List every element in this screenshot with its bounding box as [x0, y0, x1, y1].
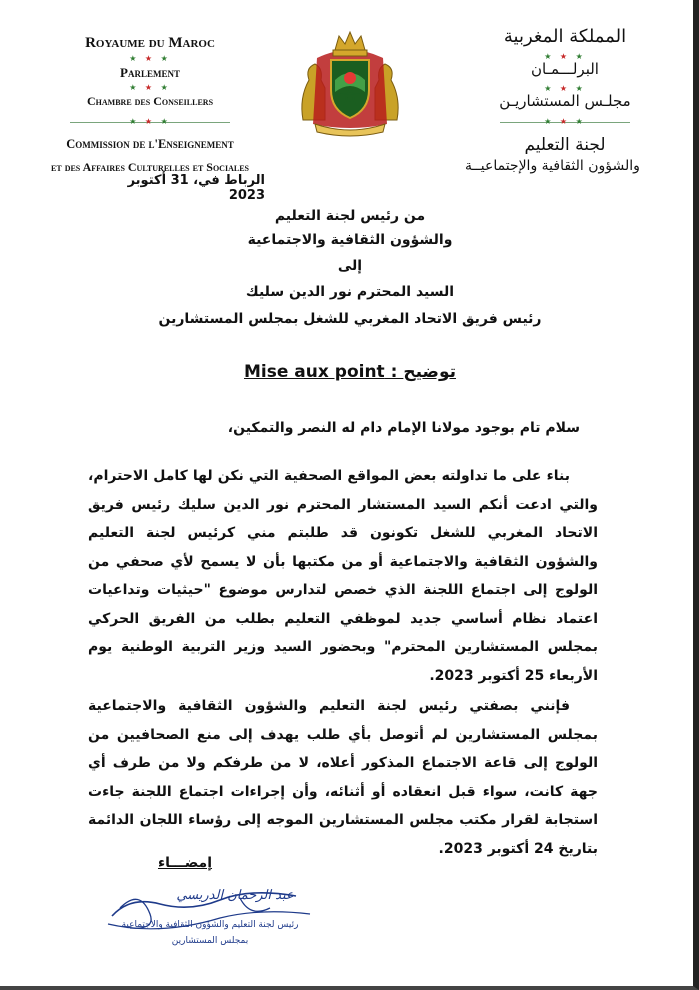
header-ar-committee-1: لجنة التعليم	[524, 135, 606, 155]
header-ar-divider-1: ★ ★ ★	[544, 52, 586, 61]
header-fr-divider-3: ★ ★ ★	[129, 117, 171, 126]
header-ar-divider-3: ★ ★ ★	[544, 117, 586, 126]
header-fr-parliament: Parlement	[120, 65, 180, 80]
header-fr-chamber: Chambre des Conseillers	[86, 94, 214, 108]
header-fr-divider-2: ★ ★ ★	[129, 83, 171, 92]
signature-name: عبد الرحمان الدريسي	[176, 888, 294, 903]
signature-title-1: رئيس لجنة التعليم والشؤون الثقافية والاجتماعية	[121, 920, 299, 930]
header-ar-chamber: مجلـس المستشاريـن	[499, 92, 631, 110]
coat-of-arms-emblem	[295, 28, 405, 138]
coat-of-arms-icon	[295, 28, 405, 138]
body-paragraph-1: بناء على ما تداولته بعض المواقع الصحفية التي نكن لها كامل الاحترام، والتي ادعت أنكم السيد المستشار المحترم نور الدين سليك رئيس فريق الاتحاد المغربي للشغل تكونون قد طلبتم مني كرئيس لجنة التعليم والشؤون الثقافية والاجتماعية أو من مكتبها بأن لا يسمح لأي صحفي من الولوج إلى اجتماع اللجنة الذي خصص لتدارس موضوع "حيثيات وتداعيات اعتماد نظام أساسي جديد لموظفي التعليم بطلب من الفريق الحركي بمجلس المستشارين المحترم" وبحضور السيد وزير التربية الوطنية يوم الأربعاء 25 أكتوبر 2023.	[88, 468, 598, 684]
header-fr-commission-2: et des Affaires Culturelles et Sociales	[51, 160, 249, 174]
recipient-name: السيد المحترم نور الدين سليك	[245, 284, 455, 300]
letter-date: الرباط في، 31 أكتوبر 2023	[127, 173, 265, 203]
to-line: إلى	[337, 258, 363, 274]
body-paragraph-2: فإنني بصفتي رئيس لجنة التعليم والشؤون الثقافية والاجتماعية بمجلس المستشارين لم أتوصل بأي طلب يهدف إلى منع الصحافيين من الولوج إلى قاعة الاجتماع المذكور أعلاه، لا من طرفكم ولا من طرف أي جهة كانت، سواء قبل انعقاده أو أثنائه، وأن إجراءات اجتماع اللجنة جاءت استجابة لقرار مكتب مجلس المستشارين الموجه إلى رؤساء اللجان الدائمة بتاريخ 24 أكتوبر 2023.	[88, 698, 598, 857]
header-ar-divider-2: ★ ★ ★	[544, 84, 586, 93]
header-fr-kingdom: Royaume du Maroc	[85, 35, 215, 51]
signature-heading: إمضـــاء	[157, 855, 213, 871]
signature-title-2: بمجلس المستشارين	[171, 936, 249, 946]
subject-arabic: توضيح	[403, 362, 456, 382]
header-fr-divider-1: ★ ★ ★	[129, 54, 171, 63]
subject-heading	[200, 362, 500, 382]
from-line-1: من رئيس لجنة التعليم	[274, 208, 426, 224]
from-line-2: والشؤون الثقافية والاجتماعية	[247, 232, 453, 248]
recipient-title: رئيس فريق الاتحاد المغربي للشغل بمجلس المستشارين	[158, 311, 542, 327]
header-ar-parliament: البرلـــمـان	[531, 60, 599, 78]
subject-separator: :	[384, 362, 404, 382]
header-fr-commission-1: Commission de l'Enseignement	[66, 137, 234, 151]
greeting: سلام تام بوجود مولانا الإمام دام له النصر والتمكين،	[227, 420, 580, 436]
header-ar-committee-2: والشؤون الثقافية والإجتماعيــة	[465, 158, 640, 174]
signature-block	[100, 878, 320, 968]
subject-french: Mise aux point	[244, 362, 385, 382]
header-ar-kingdom: المملكة المغربية	[503, 26, 627, 47]
letter-body	[88, 462, 598, 863]
